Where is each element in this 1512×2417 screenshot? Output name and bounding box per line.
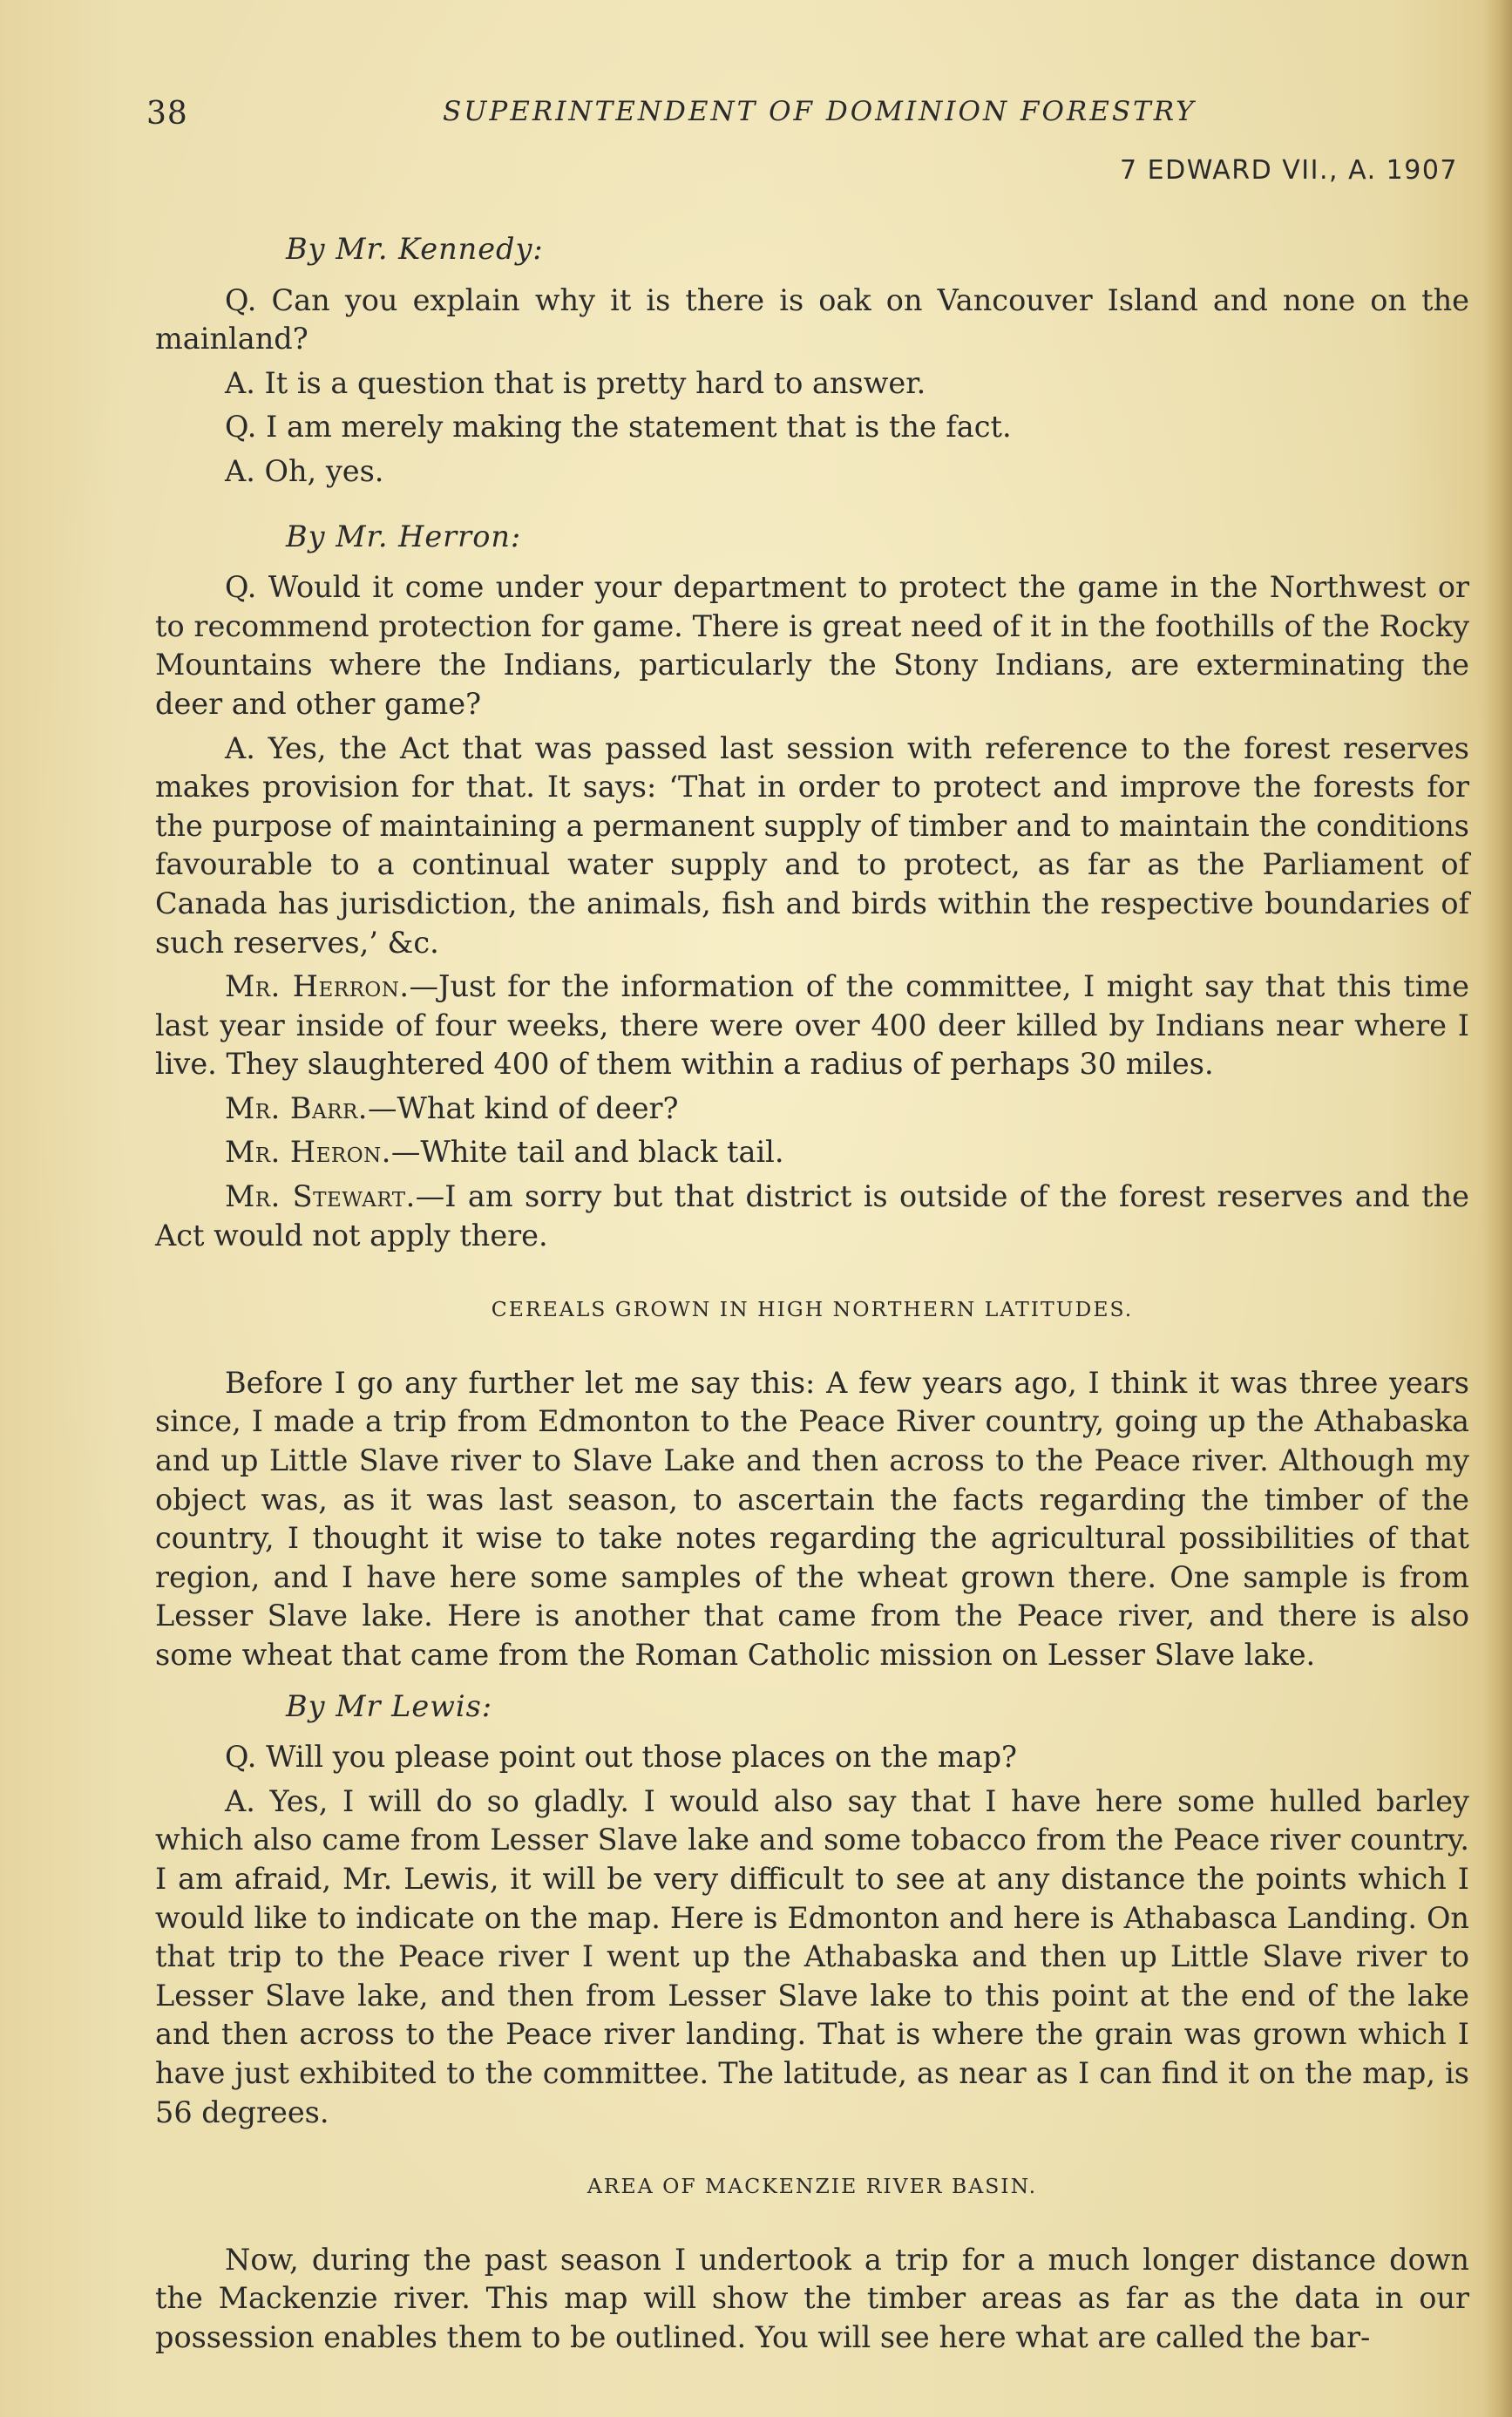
questioner-heading: By Mr. Kennedy: — [286, 232, 544, 266]
answer-paragraph: A. It is a question that is pretty hard to answer. — [225, 365, 926, 400]
page-number: 38 — [146, 96, 188, 132]
answer-paragraph: A. Yes, the Act that was passed last session with reference to the forest reserves makes provision for that. It says: ‘That in order to protect and improve the forests for the purpose of maintaining a permanent supply of timber and to maintain the conditions favourable to a continual water supply and to protect, as far as the Parliament of Canada has jurisdiction, the animals, fish and birds within the respective boundaries of such reserves,’ &c. — [155, 730, 1469, 960]
running-title: SUPERINTENDENT OF DOMINION FORESTRY — [443, 96, 1197, 127]
session-reference: 7 EDWARD VII., A. 1907 — [1120, 155, 1458, 186]
section-heading: AREA OF MACKENZIE RIVER BASIN. — [586, 2174, 1038, 2199]
question-paragraph: Q. I am merely making the statement that is the fact. — [225, 410, 1012, 445]
body-paragraph: Before I go any further let me say this: A few years ago, I think it was three years since, I made a trip from Edmonton to the Peace River country, going up the Athabaska and up Little Slave river to Slave Lake and then across to the Peace river. Although my object was, as it was last season, to ascertain the facts regarding the timber of the country, I thought it wise to take notes regarding the agricultural possibilities of that region, and I have here some samples of the wheat grown there. One sample is from Lesser Slave lake. Here is another that came from the Peace river, and there is also some wheat that came from the Roman Catholic mission on Lesser Slave lake. — [155, 1365, 1469, 1672]
page-edge — [1482, 0, 1512, 2417]
page-body — [155, 218, 1469, 2363]
page-header — [146, 96, 1471, 148]
question-paragraph: Q. Will you please point out those places on the map? — [225, 1740, 1018, 1775]
speaker-text: —I am sorry but that district is outside of the forest reserves and the Act would not apply there. — [155, 1179, 1469, 1253]
speaker-name: Mr. Heron. — [225, 1135, 391, 1170]
speaker-paragraph — [155, 1090, 1469, 1129]
body-paragraph: Now, during the past season I undertook a trip for a much longer distance down the Mackenzie river. This map will show the timber areas as far as the data in our possession enables them to be outlined. You will see here what are called the bar- — [155, 2242, 1469, 2354]
speaker-paragraph — [155, 1178, 1469, 1255]
question-paragraph: Q. Can you explain why it is there is oak on Vancouver Island and none on the mainland? — [155, 282, 1469, 356]
speaker-name: Mr. Stewart. — [225, 1179, 416, 1214]
questioner-heading: By Mr Lewis: — [286, 1688, 493, 1723]
speaker-text: —White tail and black tail. — [390, 1135, 784, 1170]
question-paragraph: Q. Would it come under your department to protect the game in the Northwest or to recommend protection for game. There is great need of it in the foothills of the Rocky Mountains where the Indians, particularly the Stony Indians, are exterminating the deer and other game? — [155, 570, 1469, 721]
speaker-text: —Just for the information of the committee, I might say that this time last year inside of four weeks, there were over 400 deer killed by Indians near where I live. They slaughtered 400 of them within a radius of perhaps 30 miles. — [155, 969, 1470, 1082]
speaker-name: Mr. Barr. — [225, 1090, 368, 1125]
section-heading: CEREALS GROWN IN HIGH NORTHERN LATITUDES. — [491, 1297, 1134, 1322]
answer-paragraph: A. Oh, yes. — [225, 453, 384, 488]
speaker-name: Mr. Herron. — [225, 969, 410, 1004]
questioner-heading: By Mr. Herron: — [286, 519, 522, 553]
speaker-paragraph — [155, 1133, 1469, 1172]
answer-paragraph: A. Yes, I will do so gladly. I would also say that I have here some hulled barley which also came from Lesser Slave lake and some tobacco from the Peace river country. I am afraid, Mr. Lewis, it will be very difficult to see at any distance the points which I would like to indicate on the map. Here is Edmonton and here is Athabasca Landing. On that trip to the Peace river I went up the Athabaska and then up Little Slave river to Lesser Slave lake, and then from Lesser Slave lake to this point at the end of the lake and then across to the Peace river landing. That is where the grain was grown which I have just exhibited to the committee. The latitude, as near as I can find it on the map, is 56 degrees. — [155, 1783, 1469, 2129]
speaker-paragraph — [155, 967, 1469, 1084]
speaker-text: —What kind of deer? — [367, 1090, 679, 1125]
